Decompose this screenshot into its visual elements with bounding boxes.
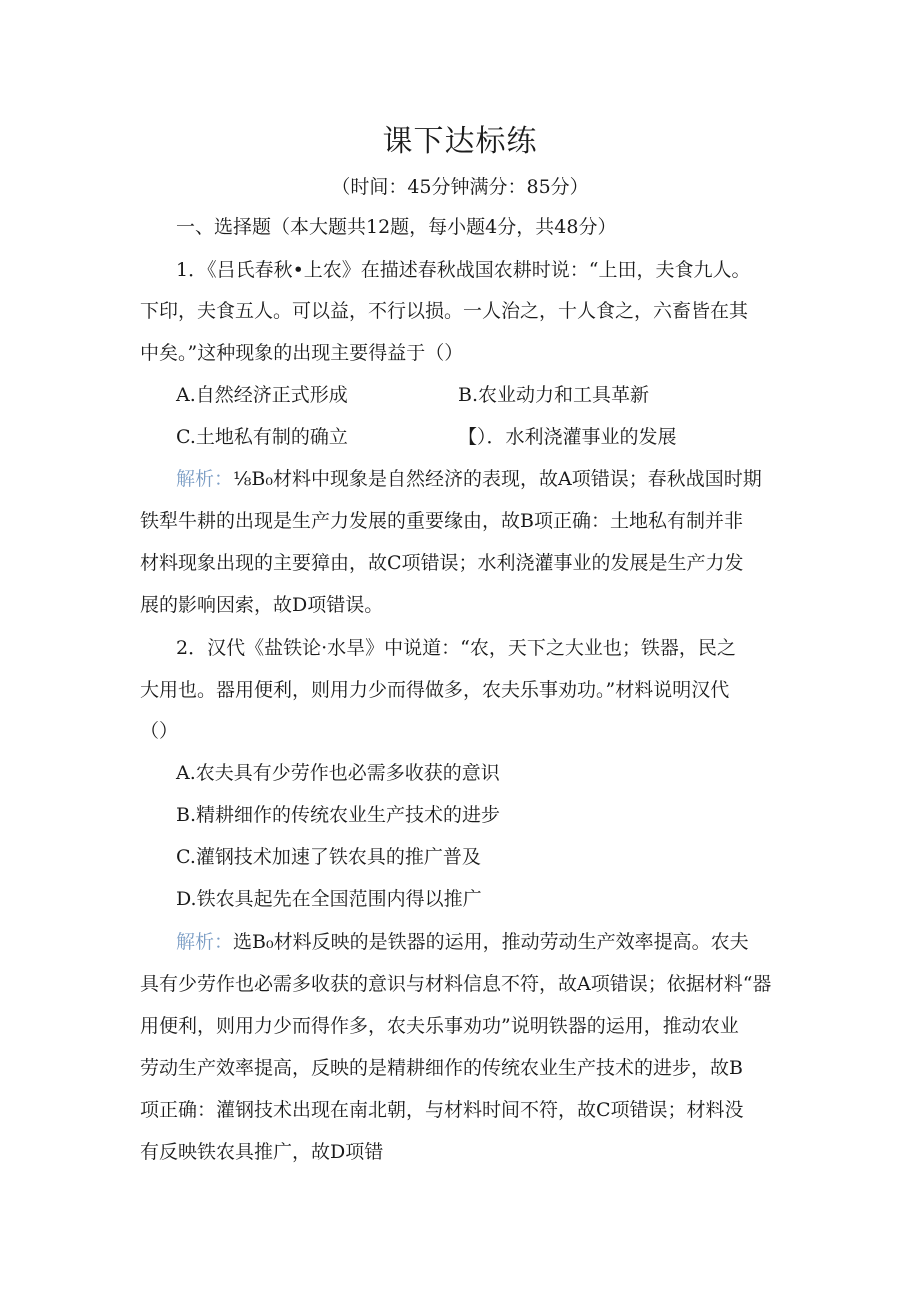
q2-stem-line-1: 2．汉代《盐铁论·水旱》中说道：“农，天下之大业也；铁器，民之 <box>176 637 736 659</box>
q2-analysis-line-1 <box>176 927 826 957</box>
q1-stem-line-3: 中矣。”这种现象的出现主要得益于（） <box>140 342 464 364</box>
q1-option-a: A.自然经济正式形成 <box>176 384 348 406</box>
q2-analysis-line-5: 项正确：灌钢技术出现在南北朝，与材料时间不符，故C项错误；材料没 <box>140 1099 744 1121</box>
q2-option-b: B.精耕细作的传统农业生产技术的进步 <box>176 804 501 826</box>
q1-analysis-line-3: 材料现象出现的主要獐由，故C项错误；水利浇灌事业的发展是生产力发 <box>140 552 744 574</box>
q1-analysis-text-1: ⅛B₀材料中现象是自然经济的表现，故A项错误；春秋战国时期 <box>233 468 762 490</box>
q2-stem-line-2: 大用也。器用便利，则用力少而得做多，农夫乐事劝功。”材料说明汉代 <box>140 679 730 701</box>
q2-analysis-line-4: 劳动生产效率提高，反映的是精耕细作的传统农业生产技术的进步，故B <box>140 1057 743 1079</box>
exam-meta: （时间：45分钟满分：85分） <box>331 176 589 198</box>
q2-analysis-line-6: 有反映铁农具推广，故D项错 <box>140 1141 384 1163</box>
q1-analysis-line-4: 展的影响因索，故D项错误。 <box>140 594 384 616</box>
q1-option-b: B.农业动力和工具革新 <box>458 384 650 406</box>
q2-option-a: A.农夫具有少劳作也必需多收获的意识 <box>176 762 500 784</box>
q1-option-c: C.土地私有制的确立 <box>176 426 348 448</box>
q1-stem-line-1: 1．《吕氏春秋•上农》在描述春秋战国农耕时说：“上田，夫食九人。 <box>176 259 751 281</box>
q2-analysis-text-1: 选B₀材料反映的是铁器的运用，推动劳动生产效率提高。农夫 <box>233 931 749 953</box>
q1-analysis-line-2: 铁犁牛耕的出现是生产力发展的重要缘由，故B项正确：土地私有制并非 <box>140 510 743 532</box>
section-heading: 一、选择题（本大题共12题，每小题4分，共48分） <box>176 216 617 238</box>
q1-option-d: 【）．水利浇灌事业的发展 <box>458 426 677 448</box>
q1-stem-line-2: 下印，夫食五人。可以益，不行以损。一人治之，十人食之，六畜皆在其 <box>140 300 749 322</box>
q2-option-c: C.灌钢技术加速了铁农具的推广普及 <box>176 846 481 868</box>
page-title: 课下达标练 <box>382 124 538 159</box>
q1-analysis-label: 解析： <box>176 468 234 490</box>
q2-analysis-line-2: 具有少劳作也必需多收获的意识与材料信息不符，故A项错误；依据材料“器 <box>140 973 772 995</box>
q2-stem-line-3: （） <box>140 720 179 742</box>
q2-analysis-label: 解析： <box>176 931 234 953</box>
q2-analysis-line-3: 用便利，则用力少而得作多，农夫乐事劝功”说明铁器的运用，推动农业 <box>140 1015 739 1037</box>
q2-option-d: D.铁农具起先在全国范围内得以推广 <box>176 888 482 910</box>
q1-analysis-line-1 <box>176 464 826 494</box>
